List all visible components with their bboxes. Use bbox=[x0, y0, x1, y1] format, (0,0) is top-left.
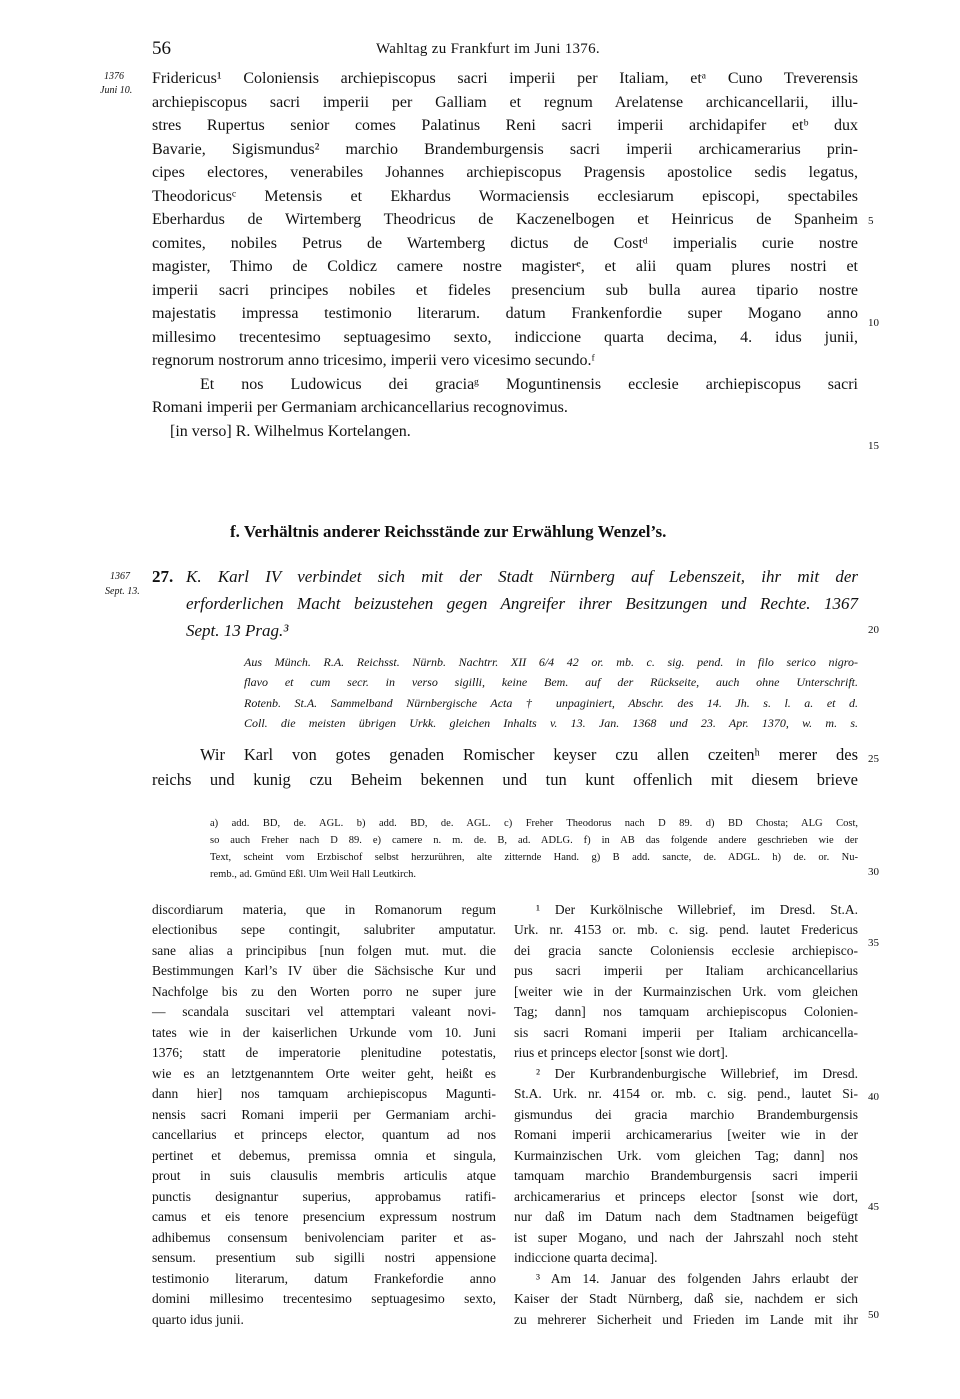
margin-date-day: Juni 10. bbox=[100, 85, 133, 96]
column-line: Urk. nr. 4153 or. mb. c. sig. pend. lautet Fredericus bbox=[514, 922, 858, 937]
running-head: Wahltag zu Frankfurt im Juni 1376. bbox=[376, 41, 600, 57]
regest-line: K. Karl IV verbindet sich mit der Stadt Nürnberg auf Lebenszeit, ihr mit der bbox=[186, 567, 858, 586]
text-line: imperii sacri principes nobiles et fideles presencium sub bulla aurea tipario nostre bbox=[152, 282, 858, 299]
column-line: testimonio literarum, datum Frankefordie anno bbox=[152, 1271, 496, 1286]
text-line: magister, Thimo de Coldicz camere nostre magisterᵉ, et alii quam plures nostri et bbox=[152, 258, 858, 275]
section-title: f. Verhältnis anderer Reichsstände zur Erwählung Wenzel’s. bbox=[230, 522, 667, 541]
source-line: Aus Münch. R.A. Reichsst. Nürnb. Nachtrr. XII 6/4 42 or. mb. c. sig. pend. in filo serico nigro- bbox=[244, 655, 858, 669]
apparatus-line: remb., ad. Gmünd Eßl. Ulm Weil Hall Leutkirch. bbox=[210, 869, 417, 880]
text-line: Bavarie, Sigismundus² marchio Brandemburgensis sacri imperii archicamerarius prin- bbox=[152, 141, 858, 158]
column-line: ist super Mogano, und nach der Jahrszahl noch steht bbox=[514, 1230, 858, 1245]
apparatus-line: so auch Freher nach D 89. e) camere n. m. de. B, ad. ADLG. f) in AB das folgende andere geschrieben wie der bbox=[210, 835, 858, 846]
line-number: 10 bbox=[868, 317, 879, 329]
column-line: tates wie in der kaiserlichen Urkunde vom 10. Juni bbox=[152, 1025, 496, 1040]
column-line: gismundus dei gracia marchio Brandemburgensis bbox=[514, 1107, 858, 1122]
column-line: tamquam marchio Brandemburgensis sacri imperii bbox=[514, 1168, 858, 1183]
apparatus-line: a) add. BD, de. AGL. b) add. BD, de. AGL. c) Freher Theodorus nach D 89. d) BD Chosta; ALG Cost, bbox=[210, 818, 858, 829]
margin-date-year: 1367 bbox=[110, 571, 130, 582]
column-line: nensis sacri Romani imperii per Germaniam archi- bbox=[152, 1107, 496, 1122]
margin-date-day: Sept. 13. bbox=[105, 586, 140, 597]
source-line: flavo et cum secr. in verso sigilli, keine Bem. auf der Rückseite, auch ohne Unterschrift. bbox=[244, 675, 858, 689]
line-number: 40 bbox=[868, 1091, 879, 1103]
column-line: archicamerarius et princeps elector [sonst wie dort, bbox=[514, 1189, 858, 1204]
column-line: St.A. Urk. nr. 4154 or. mb. c. sig. pend., lautet Si- bbox=[514, 1086, 858, 1101]
column-line: ² Der Kurbrandenburgische Willebrief, im Dresd. bbox=[536, 1066, 858, 1081]
column-line: Romani imperii archicamerarius [weiter wie in der bbox=[514, 1127, 858, 1142]
text-line: reichs und kunig czu Beheim bekennen und tun kunt offenlich mit diesem brieve bbox=[152, 770, 858, 789]
text-line: comites, nobiles Petrus de Wartemberg dictus de Costᵈ imperialis curie nostre bbox=[152, 235, 858, 252]
column-line: Tag; dann] nos tamquam archiepiscopus Colonien- bbox=[514, 1004, 858, 1019]
column-line: dann hier] nos tamquam archiepiscopus Magunti- bbox=[152, 1086, 496, 1101]
text-line: regnorum nostrorum anno tricesimo, imperii vero vicesimo secundo.ᶠ bbox=[152, 352, 595, 369]
text-line: stres Rupertus senior comes Palatinus Reni sacri imperii archidapifer etᵇ dux bbox=[152, 117, 858, 134]
column-line: dei gracia sancte Coloniensis ecclesie archiepisco- bbox=[514, 943, 858, 958]
text-line: millesimo trecentesimo septuagesimo sexto, indiccione quarta decima, 4. idus junii, bbox=[152, 329, 858, 346]
column-line: indiccione quarta decima]. bbox=[514, 1250, 658, 1265]
column-line: zu mehrerer Sicherheit und Frieden im Lande mit ihr bbox=[514, 1312, 858, 1327]
source-line: Coll. die meisten übrigen Urkk. gleichen Inhalts v. 13. Jan. 1368 und 23. Apr. 1370, w. m. s. bbox=[244, 716, 858, 730]
text-line: Romani imperii per Germaniam archicancellarius recognovimus. bbox=[152, 399, 568, 416]
column-line: discordiarum materia, que in Romanorum regum bbox=[152, 902, 496, 917]
column-line: Kurmainzischen Urk. vom gleichen Tag; dann] nos bbox=[514, 1148, 858, 1163]
margin-date-year: 1376 bbox=[104, 71, 124, 82]
text-line: [in verso] R. Wilhelmus Kortelangen. bbox=[170, 423, 411, 440]
page-number: 56 bbox=[152, 38, 171, 59]
text-line: cipes electores, venerabiles Johannes archiepiscopus Pragensis apostolice sedis legatus, bbox=[152, 164, 858, 181]
regest-line: Sept. 13 Prag.³ bbox=[186, 621, 289, 640]
column-line: 1376; statt de imperatorie plenitudine potestatis, bbox=[152, 1045, 496, 1060]
line-number: 30 bbox=[868, 866, 879, 878]
column-line: ¹ Der Kurkölnische Willebrief, im Dresd. St.A. bbox=[536, 902, 858, 917]
column-line: pertinet et debemus, premissa omnia et singula, bbox=[152, 1148, 496, 1163]
text-line: Fridericus¹ Coloniensis archiepiscopus sacri imperii per Italiam, etᵃ Cuno Treverensis bbox=[152, 70, 858, 87]
line-number: 35 bbox=[868, 937, 879, 949]
column-line: camus et eis tenore presencium expressum nostrum bbox=[152, 1209, 496, 1224]
column-line: rius et princeps elector [sonst wie dort]. bbox=[514, 1045, 729, 1060]
column-line: ³ Am 14. Januar des folgenden Jahrs erlaubt der bbox=[536, 1271, 858, 1286]
line-number: 5 bbox=[868, 215, 874, 227]
text-line: Et nos Ludowicus dei graciaᵍ Moguntinensis ecclesie archiepiscopus sacri bbox=[200, 376, 858, 393]
text-line: Wir Karl von gotes genaden Romischer keyser czu allen czeitenʰ merer des bbox=[200, 745, 858, 764]
column-line: sis sacri Romani imperii per Italiam archicancella- bbox=[514, 1025, 858, 1040]
text-line: Eberhardus de Wirtemberg Theodricus de Kaczenelbogen et Heinricus de Spanheim bbox=[152, 211, 858, 228]
column-line: punctis designantur superius, approbamus ratifi- bbox=[152, 1189, 496, 1204]
line-number: 15 bbox=[868, 440, 879, 452]
column-line: adhibemus consensum benivolenciam pariter et as- bbox=[152, 1230, 496, 1245]
line-number: 45 bbox=[868, 1201, 879, 1213]
column-line: domini millesimo trecentesimo septuagesimo sexto, bbox=[152, 1291, 496, 1306]
column-line: Bestimmungen Karl’s IV über die Sächsische Kur und bbox=[152, 963, 496, 978]
line-number: 25 bbox=[868, 753, 879, 765]
text-line: Theodoricusᶜ Metensis et Ekhardus Wormaciensis ecclesiarum episcopi, spectabiles bbox=[152, 188, 858, 205]
column-line: nur daß im Datum nach dem Stadtnamen beigefügt bbox=[514, 1209, 858, 1224]
column-line: sane alias a principibus [nun folgen mut. mut. die bbox=[152, 943, 496, 958]
text-line: majestatis impressa testimonio literarum. datum Frankenfordie super Mogano anno bbox=[152, 305, 858, 322]
source-line: Rotenb. St.A. Sammelband Nürnbergische Acta † unpaginiert, Abschr. des 14. Jh. s. l. a. et d. bbox=[244, 696, 858, 710]
regest-number: 27. bbox=[152, 567, 174, 586]
column-line: quarto idus junii. bbox=[152, 1312, 244, 1327]
column-line: prout in suis clausulis membris articulis atque bbox=[152, 1168, 496, 1183]
line-number: 50 bbox=[868, 1309, 879, 1321]
text-line: archiepiscopus sacri imperii per Galliam et regnum Arelatense archicancellarii, illu- bbox=[152, 94, 858, 111]
column-line: Kaiser der Stadt Nürnberg, daß sie, nachdem er sich bbox=[514, 1291, 858, 1306]
column-line: sensum. presentium sub sigilli nostri appensione bbox=[152, 1250, 496, 1265]
column-line: [weiter wie in der Kurmainzischen Urk. vom gleichen bbox=[514, 984, 858, 999]
column-line: electionibus sepe contingit, salubriter amputatur. bbox=[152, 922, 496, 937]
apparatus-line: Text, scheint vom Erzbischof selbst herzurühren, alte zitternde Hand. g) B add. sancte, de. ADGL. h) de. or. Nu- bbox=[210, 852, 858, 863]
column-line: wie es an letztgenanntem Orte weiter geht, heißt es bbox=[152, 1066, 496, 1081]
regest-line: erforderlichen Macht beizustehen gegen Angreifer ihrer Besitzungen und Rechte. 1367 bbox=[186, 594, 858, 613]
column-line: — scandala suscitari vel attemptari valeant novi- bbox=[152, 1004, 496, 1019]
line-number: 20 bbox=[868, 624, 879, 636]
column-line: Nachfolge bis zu den Worten porro ne super jure bbox=[152, 984, 496, 999]
column-line: cancellarius et princeps elector, quantum ad nos bbox=[152, 1127, 496, 1142]
column-line: pus sacri imperii per Italiam archicancellarius bbox=[514, 963, 858, 978]
